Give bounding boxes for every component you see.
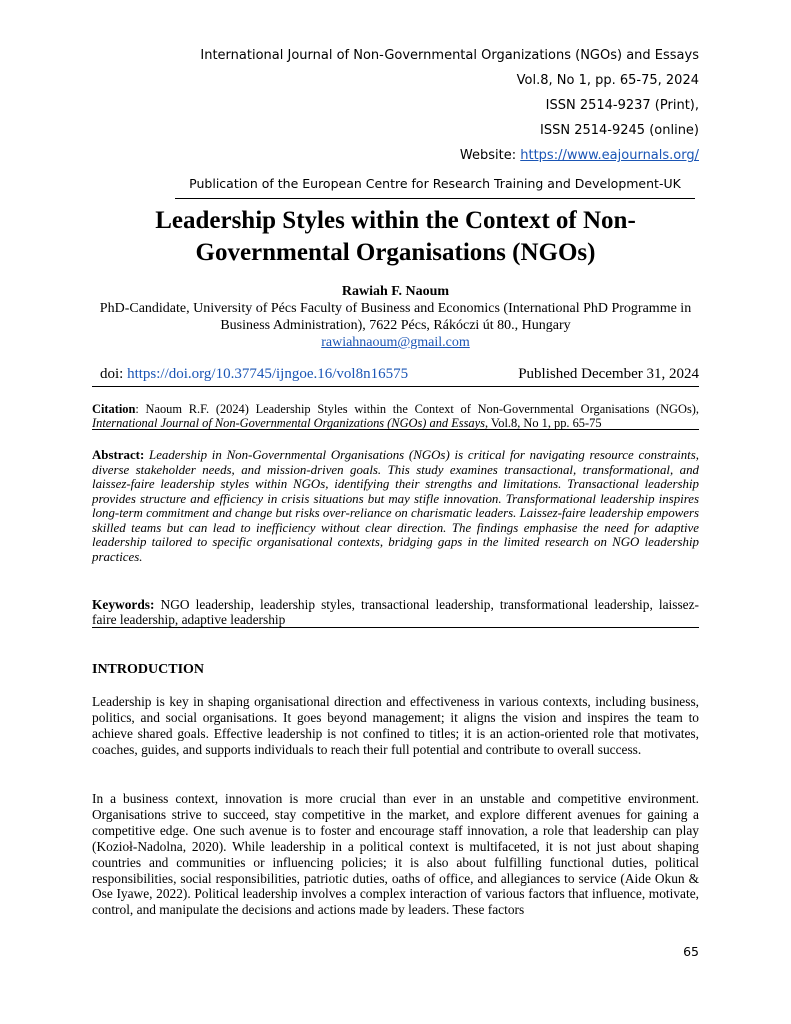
citation-label: Citation <box>92 402 136 416</box>
journal-name: International Journal of Non-Governmental Organizations (NGOs) and Essays <box>200 48 699 63</box>
abstract-text: Leadership in Non-Governmental Organisations (NGOs) is critical for navigating resource constraints, diverse stakeholder needs, and mission-driven goals. This study examines transactional, transformational, and laissez-faire leadership styles within NGOs, identifying their strengths and limitations. Transactional leadership provides structure and efficiency in crisis situations but may stifle innovation. Transformational leadership inspires long-term commitment and change but risks over-reliance on charismatic leaders. Laissez-faire leadership empowers skilled teams but can lead to inefficiency without clear direction. The findings emphasise the need for adaptive leadership tailored to specific organisational contexts, bridging gaps in the limited research on NGO leadership practices. <box>92 448 699 564</box>
volume-info: Vol.8, No 1, pp. 65-75, 2024 <box>516 73 699 88</box>
author-email-line <box>0 334 791 351</box>
abstract-label: Abstract: <box>92 448 145 462</box>
keywords <box>92 597 699 628</box>
issn-print: ISSN 2514-9237 (Print), <box>545 98 699 113</box>
citation <box>92 403 699 430</box>
citation-journal: International Journal of Non-Governmental Organizations (NGOs) and Essays <box>92 415 485 430</box>
website-label: Website: <box>459 148 521 163</box>
article-title <box>92 205 699 269</box>
published-date: Published December 31, 2024 <box>518 366 699 382</box>
website-line <box>460 148 699 164</box>
abstract <box>92 448 699 564</box>
section-heading: INTRODUCTION <box>92 662 205 677</box>
title-line-2: Governmental Organisations (NGOs) <box>195 239 596 266</box>
author-email-link[interactable]: rawiahnaoum@gmail.com <box>321 335 470 350</box>
doi-label: doi: <box>100 366 128 382</box>
website-link[interactable]: https://www.eajournals.org/ <box>520 148 699 163</box>
keywords-label: Keywords: <box>92 597 155 612</box>
issn-online: ISSN 2514-9245 (online) <box>540 123 699 138</box>
citation-tail: , Vol.8, No 1, pp. 65-75 <box>484 415 602 430</box>
doi-row <box>92 364 699 387</box>
doi <box>100 364 408 384</box>
author-name: Rawiah F. Naoum <box>341 284 450 299</box>
publisher-line: Publication of the European Centre for Research Training and Development-UK <box>175 176 695 199</box>
citation-text: : Naoum R.F. (2024) Leadership Styles within the Context of Non-Governmental Organisations (NGOs), <box>135 402 699 416</box>
author-affiliation: PhD-Candidate, University of Pécs Faculty of Business and Economics (International PhD Programme in Business Administration), 7622 Pécs, Rákóczi út 80., Hungary <box>99 301 692 333</box>
page-number: 65 <box>683 944 699 959</box>
keywords-text: NGO leadership, leadership styles, transactional leadership, transformational leadership, laissez-faire leadership, adaptive leadership <box>92 597 699 627</box>
paragraph: In a business context, innovation is more crucial than ever in an unstable and competitive environment. Organisations strive to succeed, stay competitive in the market, and explore different avenues for gaining a competitive edge. One such avenue is to foster and encourage staff innovation, a role that leadership can play (Kozioł-Nadolna, 2020). While leadership in a political context is multifaceted, it is not just about shaping countries and communities or influencing policies; it is also about fulfilling functional duties, political responsibilities, social responsibilities, patriotic duties, oaths of office, and allegiances to service (Aide Okun & Ose Iyawe, 2022). Political leadership involves a complex interaction of various factors that influence, motivate, control, and manipulate the decisions and actions made by leaders. These factors <box>92 791 699 918</box>
title-line-1: Leadership Styles within the Context of Non- <box>155 207 636 234</box>
paragraph: Leadership is key in shaping organisational direction and effectiveness in various contexts, including business, politics, and social organisations. It goes beyond management; it aligns the vision and inspires the team to achieve shared goals. Effective leadership is not confined to titles; it is an action-oriented role that motivates, coaches, guides, and supports individuals to reach their full potential and contribute to overall success. <box>92 694 699 757</box>
doi-link[interactable]: https://doi.org/10.37745/ijngoe.16/vol8n16575 <box>127 366 409 382</box>
